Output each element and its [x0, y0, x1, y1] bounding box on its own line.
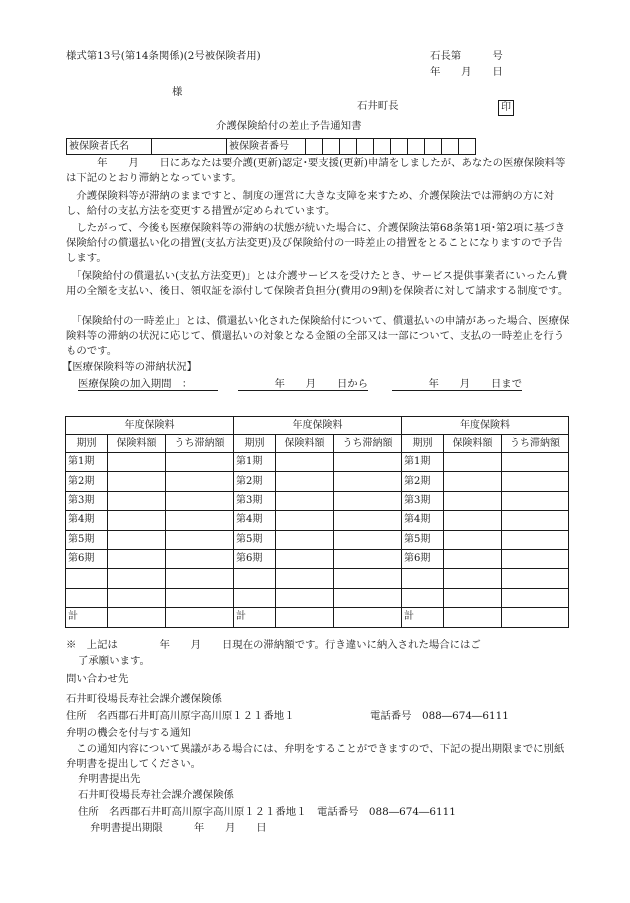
premium-amount-cell[interactable]: [444, 549, 502, 568]
column-header-period: 期別: [66, 435, 108, 453]
premium-amount-cell[interactable]: [276, 472, 334, 491]
arrears-amount-cell[interactable]: [334, 491, 402, 510]
document-number: 石長第 号: [430, 50, 503, 62]
period-cell: [66, 569, 108, 588]
premium-amount-cell[interactable]: [444, 588, 502, 607]
table-row: [66, 569, 569, 588]
total-row: [66, 608, 569, 627]
premium-amount-cell[interactable]: [108, 453, 166, 472]
arrears-amount-cell[interactable]: [502, 472, 569, 491]
arrears-amount-cell[interactable]: [166, 549, 234, 568]
body-paragraph-1: 年 月 日にあなたは要介護(更新)認定･要支援(更新)申請をしましたが、あなたの医療保険料等は下記のとおり滞納となっています。: [66, 157, 566, 185]
table-row: [66, 472, 569, 491]
contact-phone: 電話番号 088―674―6111: [370, 710, 509, 722]
addressee-suffix: 様: [172, 86, 183, 98]
arrears-amount-cell[interactable]: [166, 472, 234, 491]
arrears-amount-cell[interactable]: [334, 549, 402, 568]
arrears-amount-cell[interactable]: [334, 472, 402, 491]
total-premium-cell[interactable]: [276, 608, 334, 627]
period-cell: 第1期: [66, 453, 108, 472]
arrears-amount-cell[interactable]: [502, 549, 569, 568]
body-paragraph-4: 「保険給付の償還払い(支払方法変更)」とは介護サービスを受けたとき、サービス提供事業者にいったん費用の全額を支払い、後日、領収証を添付して保険者負担分(費用の9割)を保険者に対して請求する制度です。: [66, 270, 569, 298]
period-cell: [402, 588, 444, 607]
period-cell: 第6期: [234, 549, 276, 568]
total-arrears-cell[interactable]: [166, 608, 234, 627]
table-row: [66, 511, 569, 530]
defense-submit-address-phone: 住所 名西郡石井町高川原字高川原１２１番地１ 電話番号 088―674―6111: [78, 806, 456, 818]
premium-amount-cell[interactable]: [108, 511, 166, 530]
column-header-arrears: うち滞納額: [334, 435, 402, 453]
premium-amount-cell[interactable]: [276, 511, 334, 530]
period-cell: 第4期: [234, 511, 276, 530]
insured-number-label: 被保険者番号: [227, 139, 306, 155]
total-premium-cell[interactable]: [108, 608, 166, 627]
insured-number-digit[interactable]: [425, 139, 442, 155]
table-row: [66, 491, 569, 510]
arrears-amount-cell[interactable]: [166, 491, 234, 510]
column-header-premium: 保険料額: [444, 435, 502, 453]
defense-heading: 弁明の機会を付与する通知: [66, 727, 191, 739]
premium-amount-cell[interactable]: [276, 491, 334, 510]
period-cell: [234, 569, 276, 588]
period-cell: 第4期: [66, 511, 108, 530]
total-label: 計: [66, 608, 108, 627]
arrears-amount-cell[interactable]: [502, 569, 569, 588]
period-cell: 第3期: [234, 491, 276, 510]
insured-number-digit[interactable]: [323, 139, 340, 155]
insured-info-table: [66, 138, 476, 155]
column-header-period: 期別: [402, 435, 444, 453]
arrears-amount-cell[interactable]: [166, 453, 234, 472]
premium-amount-cell[interactable]: [276, 588, 334, 607]
insured-number-digit[interactable]: [408, 139, 425, 155]
arrears-amount-cell[interactable]: [166, 511, 234, 530]
period-cell: [234, 588, 276, 607]
period-cell: 第1期: [234, 453, 276, 472]
total-arrears-cell[interactable]: [502, 608, 569, 627]
note-line-2: 了承願います。: [78, 655, 150, 667]
column-header-arrears: うち滞納額: [502, 435, 569, 453]
period-cell: 第6期: [66, 549, 108, 568]
period-cell: 第3期: [402, 491, 444, 510]
premium-amount-cell[interactable]: [444, 472, 502, 491]
arrears-amount-cell[interactable]: [502, 491, 569, 510]
premium-amount-cell[interactable]: [108, 472, 166, 491]
form-number: 様式第13号(第14条関係)(2号被保険者用): [66, 50, 261, 62]
total-premium-cell[interactable]: [444, 608, 502, 627]
arrears-amount-cell[interactable]: [166, 569, 234, 588]
total-label: 計: [234, 608, 276, 627]
arrears-amount-cell[interactable]: [334, 530, 402, 549]
note-line-1: ※ 上記は 年 月 日現在の滞納額です。行き違いに納入された場合にはご: [66, 639, 481, 651]
table-row: [66, 549, 569, 568]
arrears-status-heading: 【医療保険料等の滞納状況】: [62, 361, 198, 373]
insured-number-digit[interactable]: [459, 139, 476, 155]
enrollment-period-to: 年 月 日まで: [392, 379, 522, 391]
period-cell: 第5期: [234, 530, 276, 549]
period-cell: 第4期: [402, 511, 444, 530]
body-paragraph-3: したがって、今後も医療保険料等の滞納の状態が続いた場合に、介護保険法第68条第1項･第2項に基づき保険給付の償還払い化の措置(支払方法変更)及び保険給付の一時差止の措置をとることになりますので予告します。: [66, 222, 566, 265]
arrears-amount-cell[interactable]: [334, 453, 402, 472]
table-row: [66, 453, 569, 472]
period-cell: 第2期: [234, 472, 276, 491]
arrears-amount-cell[interactable]: [334, 588, 402, 607]
period-cell: 第6期: [402, 549, 444, 568]
table-row: [66, 588, 569, 607]
column-header-premium: 保険料額: [276, 435, 334, 453]
premium-amount-cell[interactable]: [444, 569, 502, 588]
premium-amount-cell[interactable]: [276, 569, 334, 588]
period-cell: 第1期: [402, 453, 444, 472]
premium-table: [65, 416, 569, 628]
column-header-premium: 保険料額: [108, 435, 166, 453]
period-cell: 第5期: [402, 530, 444, 549]
period-cell: 第5期: [66, 530, 108, 549]
body-paragraph-2: 介護保険料等が滞納のままですと、制度の運営に大きな支障を来すため、介護保険法では滞納の方に対し、給付の支払方法を変更する措置が定められています。: [66, 190, 554, 218]
insured-number-digit[interactable]: [306, 139, 323, 155]
premium-amount-cell[interactable]: [444, 511, 502, 530]
period-cell: 第3期: [66, 491, 108, 510]
arrears-amount-cell[interactable]: [502, 530, 569, 549]
total-label: 計: [402, 608, 444, 627]
column-header-arrears: うち滞納額: [166, 435, 234, 453]
document-title: 介護保険給付の差止予告通知書: [216, 120, 362, 132]
defense-text: この通知内容について異議がある場合には、弁明をすることができますので、下記の提出期限までに別紙弁明書を提出してください。: [66, 743, 565, 771]
premium-amount-cell[interactable]: [108, 569, 166, 588]
contact-heading: 問い合わせ先: [66, 673, 129, 685]
premium-amount-cell[interactable]: [444, 453, 502, 472]
insured-number-digit[interactable]: [340, 139, 357, 155]
premium-amount-cell[interactable]: [108, 491, 166, 510]
period-cell: [402, 569, 444, 588]
defense-submit-heading: 弁明書提出先: [78, 773, 141, 785]
defense-submit-office: 石井町役場長寿社会課介護保険係: [78, 789, 234, 801]
arrears-amount-cell[interactable]: [166, 530, 234, 549]
contact-address: 住所 名西郡石井町高川原字高川原１２１番地１: [66, 710, 295, 722]
body-paragraph-5: 「保険給付の一時差止」とは、償還払い化された保険給付について、償還払いの申請があった場合、医療保険料等の滞納の状況に応じて、償還払いの対象となる金額の全部又は一部について、支払の一時差止を行うものです。: [66, 315, 570, 358]
insured-number-digit[interactable]: [391, 139, 408, 155]
insured-name-label: 被保険者氏名: [67, 139, 152, 155]
enrollment-period-from: 年 月 日から: [238, 379, 368, 391]
arrears-amount-cell[interactable]: [502, 453, 569, 472]
arrears-amount-cell[interactable]: [166, 588, 234, 607]
total-arrears-cell[interactable]: [334, 608, 402, 627]
premium-amount-cell[interactable]: [276, 549, 334, 568]
issuer-name: 石井町長: [357, 100, 399, 112]
arrears-amount-cell[interactable]: [502, 511, 569, 530]
enrollment-period-label: 医療保険の加入期間 ：: [78, 379, 218, 391]
arrears-amount-cell[interactable]: [334, 511, 402, 530]
defense-deadline: 弁明書提出期限 年 月 日: [90, 822, 267, 834]
table-row: [66, 530, 569, 549]
seal-stamp: 印: [498, 100, 514, 116]
premium-amount-cell[interactable]: [276, 530, 334, 549]
period-cell: [66, 588, 108, 607]
issue-date: 年 月 日: [430, 66, 503, 78]
fiscal-year-header: 年度保険料: [402, 417, 569, 435]
premium-amount-cell[interactable]: [276, 453, 334, 472]
premium-amount-cell[interactable]: [444, 530, 502, 549]
contact-office: 石井町役場長寿社会課介護保険係: [66, 693, 222, 705]
premium-amount-cell[interactable]: [444, 491, 502, 510]
insured-number-digit[interactable]: [357, 139, 374, 155]
fiscal-year-header: 年度保険料: [234, 417, 402, 435]
insured-number-digit[interactable]: [442, 139, 459, 155]
period-cell: 第2期: [402, 472, 444, 491]
arrears-amount-cell[interactable]: [502, 588, 569, 607]
premium-amount-cell[interactable]: [108, 549, 166, 568]
arrears-amount-cell[interactable]: [334, 569, 402, 588]
insured-number-digit[interactable]: [374, 139, 391, 155]
insured-name-field[interactable]: [152, 139, 227, 155]
column-header-period: 期別: [234, 435, 276, 453]
premium-amount-cell[interactable]: [108, 530, 166, 549]
premium-amount-cell[interactable]: [108, 588, 166, 607]
period-cell: 第2期: [66, 472, 108, 491]
fiscal-year-header: 年度保険料: [66, 417, 234, 435]
